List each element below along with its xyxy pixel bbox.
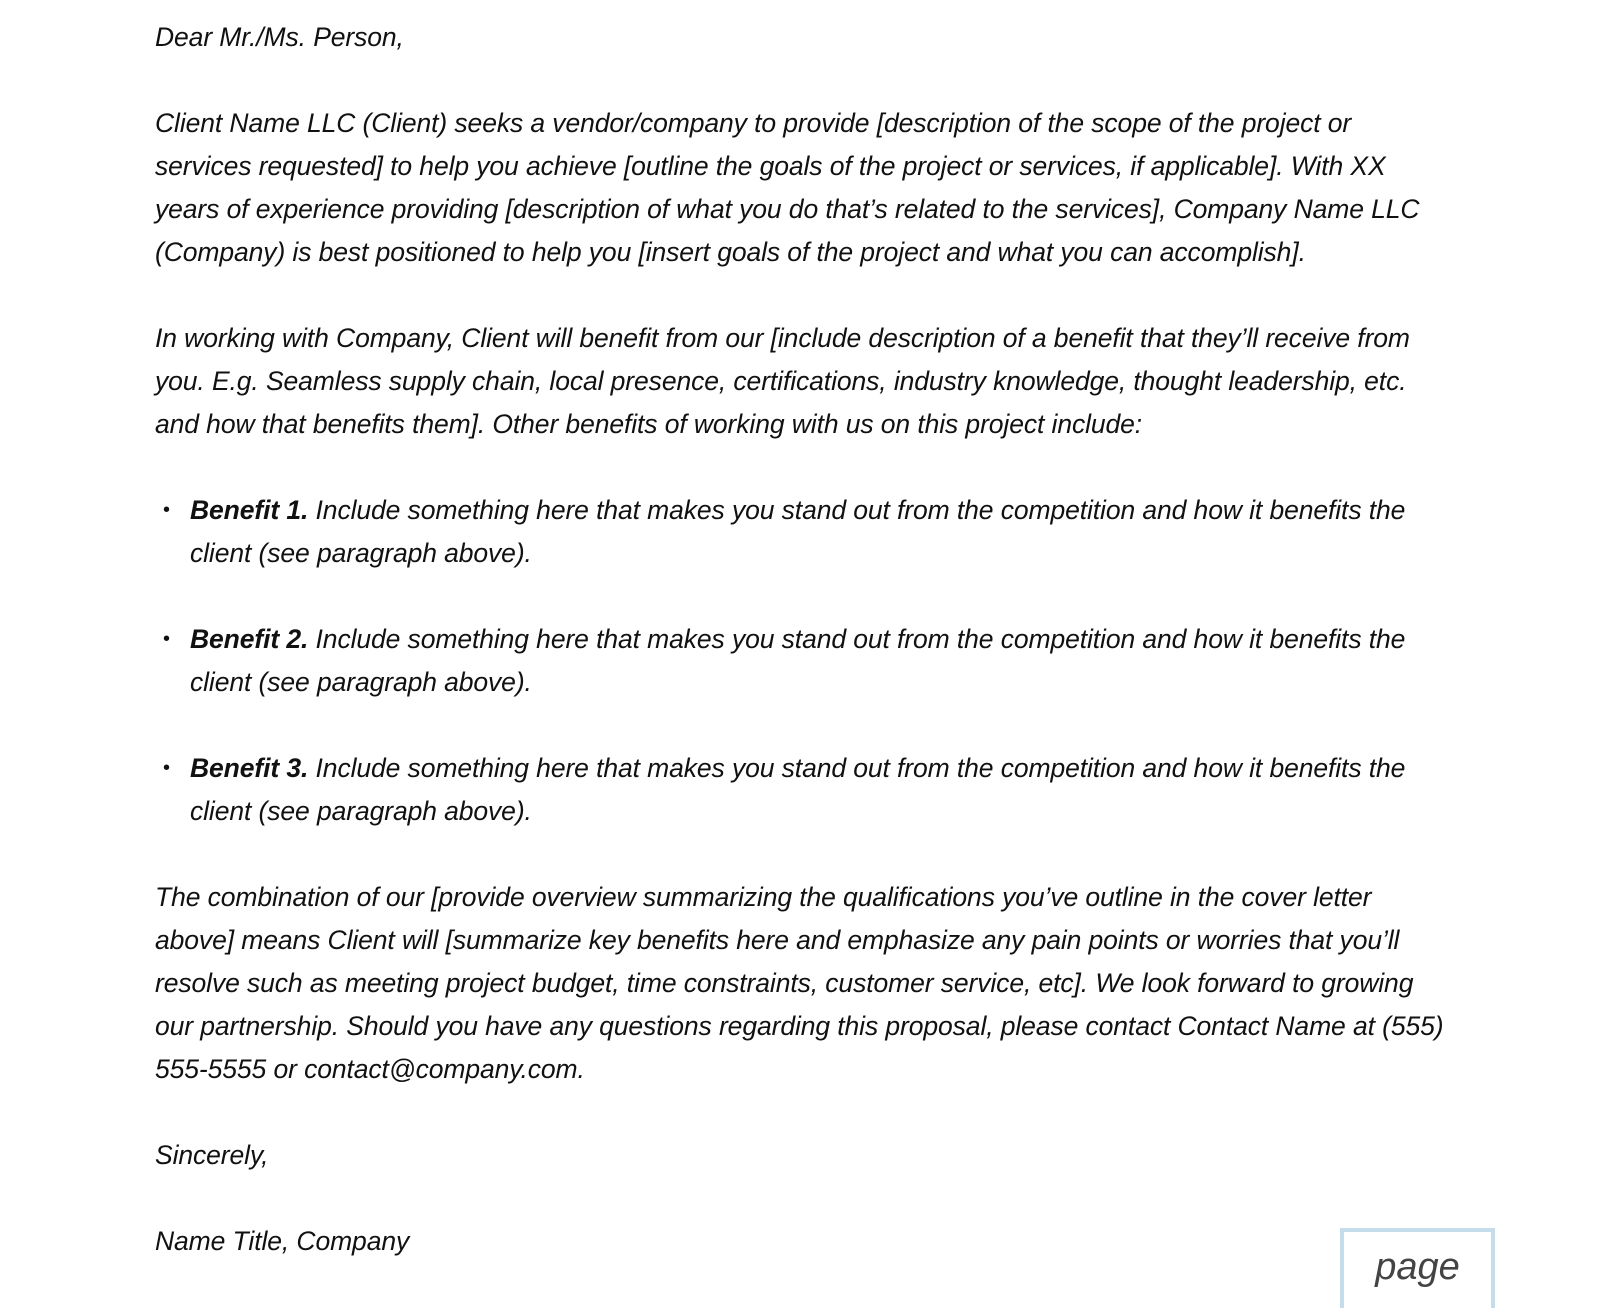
bullet-icon: • — [163, 499, 170, 521]
signature: Name Title, Company — [155, 1226, 410, 1256]
benefit-title: Benefit 3. — [190, 753, 309, 783]
benefit-text: Include something here that makes you stand out from the competition and how it benefits the client (see paragraph above). — [190, 753, 1406, 826]
bullet-icon: • — [163, 628, 170, 650]
benefit-title: Benefit 2. — [190, 624, 309, 654]
list-item — [155, 747, 1420, 833]
summary-paragraph: The combination of our [provide overview summarizing the qualifications you’ve outline in the cover letter above] means Client will [summarize key benefits here and emphasize any pain points or worries that you’ll resolve such as meeting project budget, time constraints, customer service, etc]. We look forward to growing our partnership. Should you have any questions regarding this proposal, please contact Contact Name at (555) 555-5555 or contact@company.com. — [155, 882, 1444, 1084]
salutation: Dear Mr./Ms. Person, — [155, 22, 404, 52]
benefits-paragraph: In working with Company, Client will benefit from our [include description of a benefit that they’ll receive from you. E.g. Seamless supply chain, local presence, certifications, industry knowledge, thought leadership, etc. and how that benefits them]. Other benefits of working with us on this project include: — [155, 323, 1410, 439]
benefit-text: Include something here that makes you stand out from the competition and how it benefits the client (see paragraph above). — [190, 624, 1406, 697]
intro-paragraph: Client Name LLC (Client) seeks a vendor/company to provide [description of the scope of the project or services requested] to help you achieve [outline the goals of the project or services, if applicable]. With XX years of experience providing [description of what you do that’s related to the services], Company Name LLC (Company) is best positioned to help you [insert goals of the project and what you can accomplish]. — [155, 108, 1420, 267]
page-tab-label: page — [1375, 1246, 1460, 1288]
list-item — [155, 618, 1420, 704]
benefit-title: Benefit 1. — [190, 495, 309, 525]
bullet-icon: • — [163, 757, 170, 779]
benefits-list — [155, 489, 1445, 833]
page-tab[interactable] — [1340, 1228, 1495, 1308]
list-item — [155, 489, 1420, 575]
benefit-text: Include something here that makes you stand out from the competition and how it benefits the client (see paragraph above). — [190, 495, 1406, 568]
closing: Sincerely, — [155, 1140, 269, 1170]
letter-body — [155, 16, 1445, 1263]
